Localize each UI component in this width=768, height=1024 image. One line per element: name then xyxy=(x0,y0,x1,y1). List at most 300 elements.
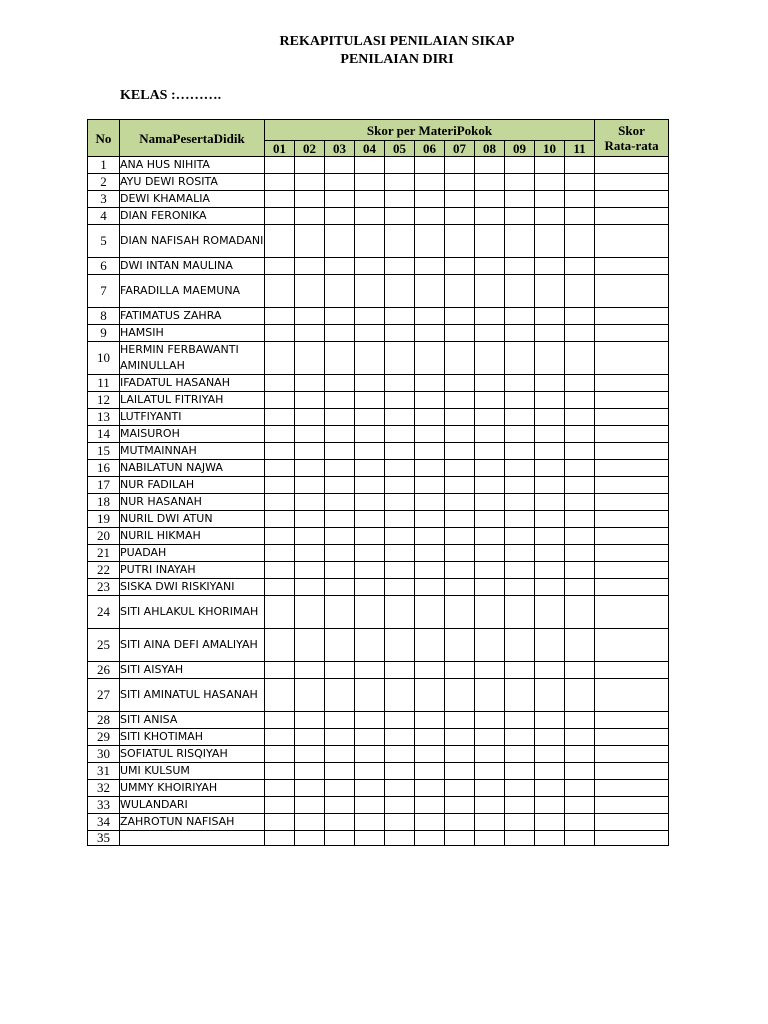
score-cell xyxy=(265,562,295,579)
header-materi-code: 06 xyxy=(415,141,445,157)
table-row xyxy=(88,679,669,712)
score-cell xyxy=(565,443,595,460)
score-cell xyxy=(565,494,595,511)
score-cell xyxy=(265,814,295,831)
score-cell xyxy=(565,375,595,392)
student-name: NURIL HIKMAH xyxy=(120,528,265,545)
score-cell xyxy=(265,780,295,797)
score-cell xyxy=(385,797,415,814)
average-score-cell xyxy=(595,814,669,831)
score-cell xyxy=(415,174,445,191)
score-cell xyxy=(505,746,535,763)
score-cell xyxy=(505,662,535,679)
header-materi-code: 03 xyxy=(325,141,355,157)
score-cell xyxy=(505,729,535,746)
average-score-cell xyxy=(595,174,669,191)
table-row xyxy=(88,729,669,746)
score-cell xyxy=(355,342,385,375)
score-cell xyxy=(355,225,385,258)
score-cell xyxy=(385,392,415,409)
row-number: 28 xyxy=(88,712,120,729)
score-cell xyxy=(325,511,355,528)
score-cell xyxy=(505,325,535,342)
score-cell xyxy=(475,208,505,225)
score-cell xyxy=(475,545,505,562)
score-cell xyxy=(565,258,595,275)
score-cell xyxy=(475,375,505,392)
score-cell xyxy=(265,208,295,225)
row-number: 9 xyxy=(88,325,120,342)
score-cell xyxy=(505,208,535,225)
score-cell xyxy=(265,225,295,258)
score-cell xyxy=(295,409,325,426)
score-cell xyxy=(445,225,475,258)
score-cell xyxy=(505,579,535,596)
score-cell xyxy=(415,596,445,629)
table-row xyxy=(88,562,669,579)
score-cell xyxy=(415,258,445,275)
table-row xyxy=(88,746,669,763)
score-cell xyxy=(535,275,565,308)
table-row xyxy=(88,258,669,275)
score-cell xyxy=(355,729,385,746)
row-number: 13 xyxy=(88,409,120,426)
score-cell xyxy=(265,629,295,662)
score-cell xyxy=(265,712,295,729)
score-cell xyxy=(415,325,445,342)
student-name: ANA HUS NIHITA xyxy=(120,157,265,174)
score-cell xyxy=(325,596,355,629)
score-cell xyxy=(505,375,535,392)
score-cell xyxy=(475,477,505,494)
score-cell xyxy=(385,746,415,763)
score-cell xyxy=(295,174,325,191)
score-cell xyxy=(295,494,325,511)
average-score-cell xyxy=(595,208,669,225)
score-cell xyxy=(325,797,355,814)
score-cell xyxy=(295,763,325,780)
table-row xyxy=(88,342,669,375)
table-row xyxy=(88,545,669,562)
score-cell xyxy=(445,443,475,460)
score-cell xyxy=(385,225,415,258)
score-cell xyxy=(325,562,355,579)
student-name: SITI KHOTIMAH xyxy=(120,729,265,746)
row-number: 4 xyxy=(88,208,120,225)
score-cell xyxy=(385,831,415,846)
row-number: 16 xyxy=(88,460,120,477)
score-cell xyxy=(475,562,505,579)
table-row xyxy=(88,629,669,662)
score-cell xyxy=(475,729,505,746)
row-number: 26 xyxy=(88,662,120,679)
score-cell xyxy=(265,342,295,375)
header-skor-materi: Skor per MateriPokok xyxy=(265,120,595,141)
score-cell xyxy=(325,258,355,275)
score-cell xyxy=(505,392,535,409)
score-cell xyxy=(355,208,385,225)
score-cell xyxy=(325,308,355,325)
score-cell xyxy=(265,763,295,780)
row-number: 31 xyxy=(88,763,120,780)
average-score-cell xyxy=(595,375,669,392)
score-cell xyxy=(415,342,445,375)
student-name: SISKA DWI RISKIYANI xyxy=(120,579,265,596)
header-materi-code: 07 xyxy=(445,141,475,157)
score-cell xyxy=(265,679,295,712)
score-cell xyxy=(355,662,385,679)
score-cell xyxy=(325,831,355,846)
score-cell xyxy=(265,258,295,275)
score-cell xyxy=(385,342,415,375)
header-materi-code: 10 xyxy=(535,141,565,157)
average-score-cell xyxy=(595,443,669,460)
score-cell xyxy=(445,780,475,797)
table-row xyxy=(88,308,669,325)
table-row xyxy=(88,763,669,780)
score-cell xyxy=(355,679,385,712)
score-cell xyxy=(415,797,445,814)
average-score-cell xyxy=(595,797,669,814)
score-cell xyxy=(295,579,325,596)
score-cell xyxy=(535,831,565,846)
student-name: NUR FADILAH xyxy=(120,477,265,494)
score-cell xyxy=(415,443,445,460)
score-cell xyxy=(355,562,385,579)
row-number: 8 xyxy=(88,308,120,325)
score-cell xyxy=(445,746,475,763)
score-cell xyxy=(325,746,355,763)
score-cell xyxy=(535,191,565,208)
score-cell xyxy=(325,325,355,342)
score-cell xyxy=(445,511,475,528)
score-cell xyxy=(535,729,565,746)
score-cell xyxy=(385,712,415,729)
score-cell xyxy=(475,157,505,174)
table-row xyxy=(88,275,669,308)
score-cell xyxy=(415,780,445,797)
score-cell xyxy=(565,191,595,208)
score-cell xyxy=(325,814,355,831)
score-cell xyxy=(415,831,445,846)
average-score-cell xyxy=(595,477,669,494)
score-cell xyxy=(565,511,595,528)
score-cell xyxy=(325,662,355,679)
score-cell xyxy=(325,392,355,409)
student-name: NABILATUN NAJWA xyxy=(120,460,265,477)
score-cell xyxy=(505,831,535,846)
score-cell xyxy=(535,579,565,596)
average-score-cell xyxy=(595,308,669,325)
table-row xyxy=(88,325,669,342)
score-cell xyxy=(295,712,325,729)
student-name: WULANDARI xyxy=(120,797,265,814)
score-cell xyxy=(355,392,385,409)
score-cell xyxy=(415,562,445,579)
score-cell xyxy=(505,596,535,629)
score-cell xyxy=(535,375,565,392)
row-number: 2 xyxy=(88,174,120,191)
score-cell xyxy=(415,679,445,712)
row-number: 33 xyxy=(88,797,120,814)
score-cell xyxy=(505,780,535,797)
header-materi-code: 09 xyxy=(505,141,535,157)
score-cell xyxy=(295,325,325,342)
score-cell xyxy=(355,308,385,325)
score-cell xyxy=(355,443,385,460)
table-row xyxy=(88,831,669,846)
score-cell xyxy=(475,258,505,275)
table-row xyxy=(88,477,669,494)
student-name: DEWI KHAMALIA xyxy=(120,191,265,208)
score-cell xyxy=(295,375,325,392)
score-cell xyxy=(505,258,535,275)
score-cell xyxy=(535,679,565,712)
score-cell xyxy=(445,325,475,342)
score-cell xyxy=(535,477,565,494)
score-cell xyxy=(415,814,445,831)
score-cell xyxy=(445,679,475,712)
score-cell xyxy=(295,460,325,477)
average-score-cell xyxy=(595,528,669,545)
score-cell xyxy=(325,157,355,174)
score-cell xyxy=(295,545,325,562)
row-number: 15 xyxy=(88,443,120,460)
score-cell xyxy=(385,629,415,662)
average-score-cell xyxy=(595,426,669,443)
score-cell xyxy=(505,763,535,780)
score-cell xyxy=(385,308,415,325)
score-cell xyxy=(565,797,595,814)
score-cell xyxy=(295,679,325,712)
score-cell xyxy=(355,763,385,780)
score-cell xyxy=(445,814,475,831)
student-name: IFADATUL HASANAH xyxy=(120,375,265,392)
score-cell xyxy=(295,275,325,308)
row-number: 25 xyxy=(88,629,120,662)
table-row xyxy=(88,191,669,208)
row-number: 20 xyxy=(88,528,120,545)
score-cell xyxy=(445,596,475,629)
average-score-cell xyxy=(595,679,669,712)
header-materi-code: 11 xyxy=(565,141,595,157)
score-cell xyxy=(265,729,295,746)
row-number: 6 xyxy=(88,258,120,275)
score-cell xyxy=(535,174,565,191)
table-row xyxy=(88,174,669,191)
score-cell xyxy=(295,729,325,746)
score-cell xyxy=(355,579,385,596)
score-cell xyxy=(535,426,565,443)
score-cell xyxy=(475,308,505,325)
score-cell xyxy=(385,375,415,392)
score-cell xyxy=(535,596,565,629)
row-number: 32 xyxy=(88,780,120,797)
score-cell xyxy=(565,426,595,443)
score-cell xyxy=(475,225,505,258)
score-cell xyxy=(535,325,565,342)
student-name: SITI AISYAH xyxy=(120,662,265,679)
score-cell xyxy=(445,494,475,511)
score-cell xyxy=(415,225,445,258)
score-cell xyxy=(325,780,355,797)
score-cell xyxy=(445,460,475,477)
header-materi-code: 08 xyxy=(475,141,505,157)
student-name: SITI ANISA xyxy=(120,712,265,729)
score-cell xyxy=(325,375,355,392)
average-score-cell xyxy=(595,511,669,528)
average-score-cell xyxy=(595,275,669,308)
score-cell xyxy=(415,662,445,679)
score-cell xyxy=(535,562,565,579)
table-header xyxy=(88,120,669,157)
score-cell xyxy=(295,477,325,494)
score-cell xyxy=(265,579,295,596)
score-cell xyxy=(565,157,595,174)
student-name: UMI KULSUM xyxy=(120,763,265,780)
student-name: SITI AMINATUL HASANAH xyxy=(120,679,265,712)
score-cell xyxy=(505,426,535,443)
score-cell xyxy=(565,562,595,579)
score-cell xyxy=(445,629,475,662)
score-cell xyxy=(535,460,565,477)
score-cell xyxy=(505,528,535,545)
score-cell xyxy=(415,545,445,562)
score-cell xyxy=(445,763,475,780)
average-score-cell xyxy=(595,579,669,596)
table-row xyxy=(88,443,669,460)
table-row xyxy=(88,528,669,545)
score-cell xyxy=(265,662,295,679)
student-name: ZAHROTUN NAFISAH xyxy=(120,814,265,831)
row-number: 24 xyxy=(88,596,120,629)
score-cell xyxy=(445,528,475,545)
score-cell xyxy=(535,392,565,409)
score-cell xyxy=(565,596,595,629)
score-cell xyxy=(265,392,295,409)
score-cell xyxy=(505,629,535,662)
student-name: PUADAH xyxy=(120,545,265,562)
score-cell xyxy=(355,494,385,511)
score-cell xyxy=(385,208,415,225)
score-cell xyxy=(475,460,505,477)
score-cell xyxy=(535,629,565,662)
score-cell xyxy=(415,157,445,174)
score-cell xyxy=(325,275,355,308)
score-cell xyxy=(325,477,355,494)
score-cell xyxy=(265,375,295,392)
student-name: DIAN FERONIKA xyxy=(120,208,265,225)
score-cell xyxy=(565,308,595,325)
score-cell xyxy=(565,746,595,763)
header-skor-rata-line2: Rata-rata xyxy=(604,138,659,153)
average-score-cell xyxy=(595,712,669,729)
score-cell xyxy=(535,511,565,528)
header-skor-rata xyxy=(595,120,669,157)
score-cell xyxy=(535,208,565,225)
score-cell xyxy=(445,662,475,679)
average-score-cell xyxy=(595,780,669,797)
score-cell xyxy=(325,460,355,477)
score-cell xyxy=(325,225,355,258)
score-cell xyxy=(265,797,295,814)
score-cell xyxy=(535,763,565,780)
score-cell xyxy=(535,258,565,275)
score-cell xyxy=(355,511,385,528)
score-cell xyxy=(385,477,415,494)
table-row xyxy=(88,157,669,174)
score-cell xyxy=(385,275,415,308)
score-cell xyxy=(505,477,535,494)
score-cell xyxy=(295,443,325,460)
score-cell xyxy=(565,780,595,797)
score-cell xyxy=(475,325,505,342)
score-cell xyxy=(445,308,475,325)
score-cell xyxy=(535,662,565,679)
score-cell xyxy=(565,528,595,545)
score-cell xyxy=(565,545,595,562)
average-score-cell xyxy=(595,729,669,746)
score-cell xyxy=(355,712,385,729)
score-cell xyxy=(325,545,355,562)
average-score-cell xyxy=(595,746,669,763)
score-cell xyxy=(385,780,415,797)
score-cell xyxy=(505,174,535,191)
table-row xyxy=(88,494,669,511)
table-row xyxy=(88,409,669,426)
score-cell xyxy=(385,258,415,275)
score-cell xyxy=(295,426,325,443)
score-cell xyxy=(385,157,415,174)
score-cell xyxy=(475,392,505,409)
score-cell xyxy=(535,157,565,174)
score-cell xyxy=(445,174,475,191)
score-cell xyxy=(265,477,295,494)
score-cell xyxy=(265,746,295,763)
score-cell xyxy=(565,477,595,494)
score-cell xyxy=(505,545,535,562)
score-cell xyxy=(325,729,355,746)
average-score-cell xyxy=(595,662,669,679)
score-cell xyxy=(325,579,355,596)
score-cell xyxy=(505,814,535,831)
score-cell xyxy=(445,409,475,426)
score-cell xyxy=(385,562,415,579)
score-cell xyxy=(475,679,505,712)
row-number: 29 xyxy=(88,729,120,746)
row-number: 10 xyxy=(88,342,120,375)
score-cell xyxy=(505,562,535,579)
score-cell xyxy=(415,392,445,409)
score-cell xyxy=(475,275,505,308)
score-cell xyxy=(565,174,595,191)
score-cell xyxy=(415,409,445,426)
score-cell xyxy=(445,797,475,814)
score-cell xyxy=(385,494,415,511)
score-cell xyxy=(385,528,415,545)
student-name: LAILATUL FITRIYAH xyxy=(120,392,265,409)
score-cell xyxy=(415,494,445,511)
score-cell xyxy=(565,629,595,662)
row-number: 30 xyxy=(88,746,120,763)
score-cell xyxy=(295,258,325,275)
score-cell xyxy=(265,409,295,426)
score-cell xyxy=(295,392,325,409)
score-cell xyxy=(415,477,445,494)
average-score-cell xyxy=(595,562,669,579)
score-cell xyxy=(355,157,385,174)
average-score-cell xyxy=(595,596,669,629)
